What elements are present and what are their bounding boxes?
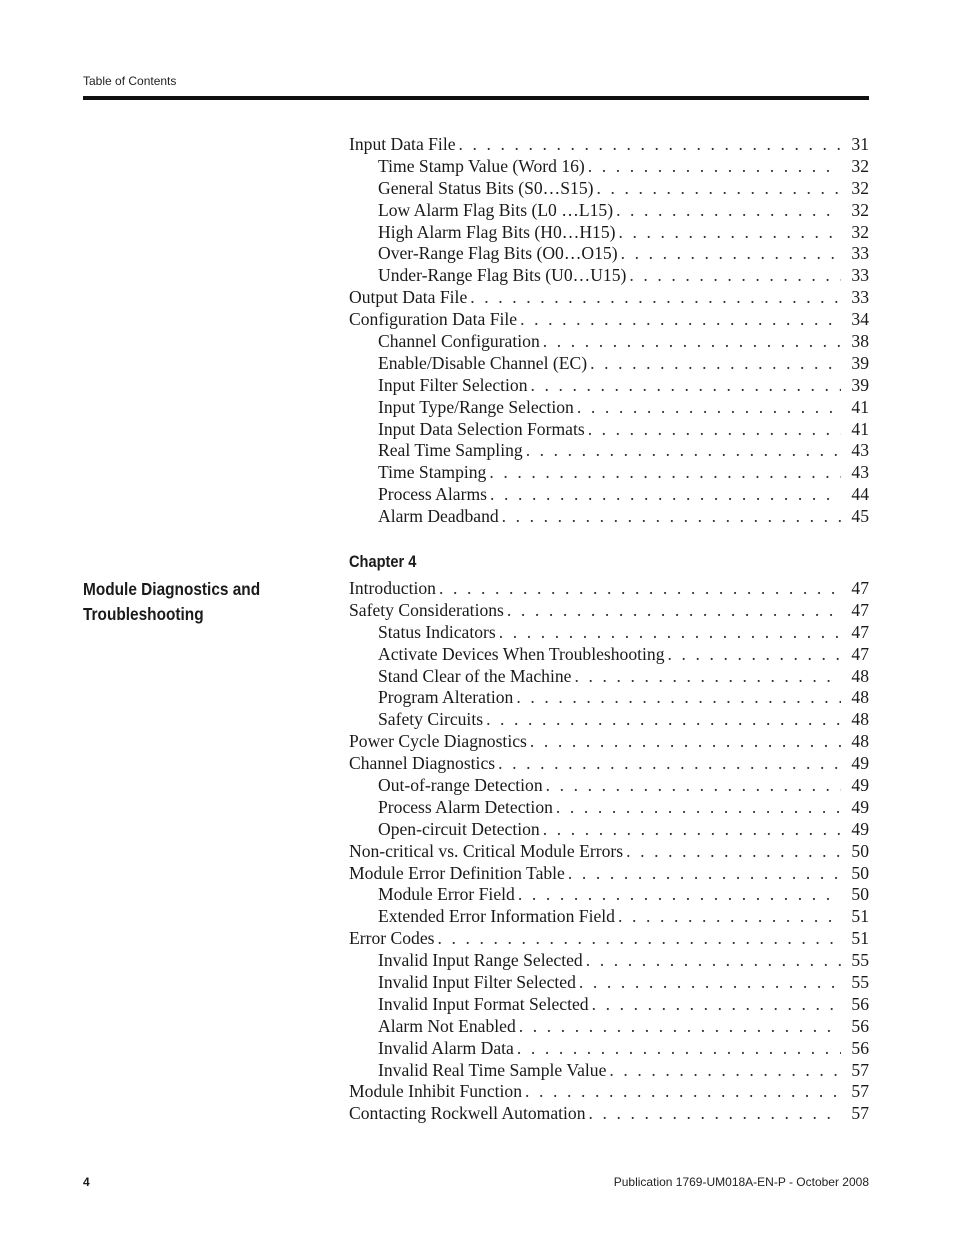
toc-entry-label: Activate Devices When Troubleshooting <box>378 643 665 664</box>
dot-leader <box>507 600 841 622</box>
dot-leader <box>531 375 841 397</box>
toc-entry-label: Process Alarms <box>378 484 487 505</box>
toc-section-b <box>349 578 869 1125</box>
toc-entry[interactable] <box>349 440 869 462</box>
toc-entry-label: Invalid Real Time Sample Value <box>378 1059 607 1080</box>
toc-entry[interactable] <box>349 506 869 528</box>
dot-leader <box>546 775 841 797</box>
toc-entry[interactable] <box>349 462 869 484</box>
toc-entry-page: 56 <box>851 1015 869 1036</box>
toc-entry-label: Extended Error Information Field <box>378 906 615 927</box>
toc-entry-page: 47 <box>851 643 869 664</box>
toc-entry-page: 51 <box>851 906 869 927</box>
dot-leader <box>618 906 841 928</box>
toc-entry-label: Introduction <box>349 578 436 598</box>
dot-leader <box>520 309 841 331</box>
toc-entry-page: 50 <box>851 840 869 861</box>
toc-entry-page: 45 <box>851 506 869 527</box>
toc-entry-label: Channel Diagnostics <box>349 753 496 774</box>
header-rule <box>83 96 869 100</box>
toc-entry-label: Under-Range Flag Bits (U0…U15) <box>378 265 627 286</box>
toc-entry-page: 50 <box>851 862 869 883</box>
dot-leader <box>609 1060 841 1082</box>
toc-entry-page: 56 <box>851 993 869 1014</box>
toc-entry-page: 50 <box>851 884 869 905</box>
toc-entry[interactable] <box>349 797 869 819</box>
dot-leader <box>526 440 841 462</box>
toc-entry[interactable] <box>349 666 869 688</box>
toc-entry-page: 43 <box>851 462 869 483</box>
toc-entry-label: Input Data Selection Formats <box>378 418 585 439</box>
toc-entry-label: Input Type/Range Selection <box>378 396 574 417</box>
toc-entry[interactable] <box>349 622 869 644</box>
dot-leader <box>438 928 841 950</box>
toc-entry-page: 32 <box>851 177 869 198</box>
toc-entry-page: 56 <box>851 1037 869 1058</box>
toc-entry-page: 57 <box>851 1081 869 1102</box>
toc-entry-label: Process Alarm Detection <box>378 796 553 817</box>
dot-leader <box>516 687 841 709</box>
toc-entry-label: Invalid Input Format Selected <box>378 993 589 1014</box>
footer-page-number: 4 <box>83 1175 90 1189</box>
dot-leader <box>502 506 841 528</box>
toc-entry[interactable] <box>349 753 869 775</box>
toc-entry[interactable] <box>349 134 869 156</box>
toc-entry-label: Over-Range Flag Bits (O0…O15) <box>378 243 618 264</box>
dot-leader <box>556 797 841 819</box>
dot-leader <box>626 841 841 863</box>
toc-entry-page: 39 <box>851 352 869 373</box>
toc-entry-page: 48 <box>851 687 869 708</box>
toc-entry-page: 49 <box>851 796 869 817</box>
toc-entry-label: Error Codes <box>349 928 435 949</box>
toc-entry-page: 48 <box>851 731 869 752</box>
toc-entry[interactable] <box>349 687 869 709</box>
toc-entry[interactable] <box>349 1060 869 1082</box>
toc-entry-label: Open-circuit Detection <box>378 818 540 839</box>
dot-leader <box>486 709 841 731</box>
toc-entry[interactable] <box>349 600 869 622</box>
toc-entry-label: Module Error Definition Table <box>349 862 565 883</box>
dot-leader <box>588 419 841 441</box>
toc-entry-label: Low Alarm Flag Bits (L0 …L15) <box>378 199 614 220</box>
toc-entry-page: 57 <box>851 1059 869 1080</box>
dot-leader <box>619 222 841 244</box>
toc-entry-label: Non-critical vs. Critical Module Errors <box>349 840 624 861</box>
dot-leader <box>530 731 841 753</box>
dot-leader <box>517 1038 841 1060</box>
toc-entry[interactable] <box>349 375 869 397</box>
dot-leader <box>586 950 841 972</box>
toc-entry-label: Power Cycle Diagnostics <box>349 731 527 752</box>
toc-entry-page: 49 <box>851 753 869 774</box>
toc-entry-page: 41 <box>851 396 869 417</box>
toc-entry[interactable] <box>349 578 869 600</box>
toc-entry-page: 38 <box>851 331 869 352</box>
dot-leader <box>577 397 841 419</box>
toc-section-a <box>349 134 869 528</box>
toc-entry-page: 47 <box>851 621 869 642</box>
toc-entry[interactable] <box>349 841 869 863</box>
toc-entry-page: 47 <box>851 578 869 598</box>
dot-leader <box>597 178 841 200</box>
toc-entry-page: 32 <box>851 199 869 220</box>
chapter-title <box>83 577 294 627</box>
toc-entry-page: 47 <box>851 599 869 620</box>
toc-entry[interactable] <box>349 178 869 200</box>
toc-entry-page: 55 <box>851 972 869 993</box>
toc-entry-label: Alarm Deadband <box>378 506 499 527</box>
toc-entry[interactable] <box>349 819 869 841</box>
toc-entry[interactable] <box>349 243 869 265</box>
dot-leader <box>568 863 841 885</box>
toc-entry-page: 33 <box>851 287 869 308</box>
toc-entry-label: Configuration Data File <box>349 309 518 330</box>
chapter-label: Chapter 4 <box>349 552 417 571</box>
dot-leader <box>519 1016 841 1038</box>
dot-leader <box>499 622 841 644</box>
toc-entry-page: 48 <box>851 665 869 686</box>
toc-entry-label: Enable/Disable Channel (EC) <box>378 352 588 373</box>
toc-entry-page: 49 <box>851 818 869 839</box>
toc-entry[interactable] <box>349 353 869 375</box>
toc-entry-page: 32 <box>851 221 869 242</box>
toc-entry[interactable] <box>349 1016 869 1038</box>
toc-entry[interactable] <box>349 265 869 287</box>
toc-entry-label: Program Alteration <box>378 687 514 708</box>
toc-entry-page: 57 <box>851 1103 869 1124</box>
toc-entry[interactable] <box>349 1103 869 1125</box>
toc-entry[interactable] <box>349 309 869 331</box>
toc-entry-label: Time Stamp Value (Word 16) <box>378 155 585 176</box>
running-head: Table of Contents <box>83 74 177 88</box>
dot-leader <box>518 884 841 906</box>
toc-entry-label: Module Inhibit Function <box>349 1081 522 1102</box>
toc-entry-label: Safety Circuits <box>378 709 484 730</box>
toc-entry[interactable] <box>349 397 869 419</box>
dot-leader <box>489 462 841 484</box>
toc-entry[interactable] <box>349 156 869 178</box>
toc-entry[interactable] <box>349 972 869 994</box>
dot-leader <box>588 156 841 178</box>
dot-leader <box>579 972 841 994</box>
toc-entry-label: Time Stamping <box>378 462 487 483</box>
dot-leader <box>629 265 841 287</box>
toc-entry[interactable] <box>349 1081 869 1103</box>
toc-entry-page: 31 <box>851 134 869 154</box>
toc-entry-label: Status Indicators <box>378 621 496 642</box>
toc-entry-label: General Status Bits (S0…S15) <box>378 177 594 198</box>
toc-entry-page: 43 <box>851 440 869 461</box>
footer-publication: Publication 1769-UM018A-EN-P - October 2008 <box>613 1175 869 1189</box>
toc-entry-label: Invalid Input Filter Selected <box>378 972 576 993</box>
toc-entry-label: High Alarm Flag Bits (H0…H15) <box>378 221 616 242</box>
toc-entry[interactable] <box>349 928 869 950</box>
toc-entry-label: Alarm Not Enabled <box>378 1015 516 1036</box>
dot-leader <box>525 1081 841 1103</box>
toc-entry-label: Safety Considerations <box>349 599 504 620</box>
dot-leader <box>590 353 841 375</box>
toc-entry-page: 34 <box>851 309 869 330</box>
toc-entry-page: 44 <box>851 484 869 505</box>
dot-leader <box>543 331 841 353</box>
dot-leader <box>589 1103 841 1125</box>
toc-entry[interactable] <box>349 731 869 753</box>
toc-entry-page: 33 <box>851 265 869 286</box>
toc-entry-page: 41 <box>851 418 869 439</box>
toc-entry-label: Contacting Rockwell Automation <box>349 1103 586 1124</box>
toc-entry[interactable] <box>349 1038 869 1060</box>
dot-leader <box>592 994 841 1016</box>
toc-entry[interactable] <box>349 419 869 441</box>
toc-entry[interactable] <box>349 287 869 309</box>
toc-entry-label: Output Data File <box>349 287 468 308</box>
toc-entry-page: 33 <box>851 243 869 264</box>
toc-entry-label: Input Filter Selection <box>378 374 528 395</box>
toc-entry-page: 48 <box>851 709 869 730</box>
dot-leader <box>439 578 841 600</box>
toc-entry-label: Channel Configuration <box>378 331 540 352</box>
toc-entry-page: 55 <box>851 950 869 971</box>
toc-entry-label: Out-of-range Detection <box>378 775 543 796</box>
toc-entry-label: Invalid Alarm Data <box>378 1037 514 1058</box>
toc-entry[interactable] <box>349 884 869 906</box>
toc-entry[interactable] <box>349 200 869 222</box>
chapter-title-line2: Troubleshooting <box>83 604 204 624</box>
toc-entry-page: 51 <box>851 928 869 949</box>
toc-entry-page: 32 <box>851 155 869 176</box>
dot-leader <box>616 200 841 222</box>
dot-leader <box>498 753 841 775</box>
toc-entry-page: 49 <box>851 775 869 796</box>
chapter-title-line1: Module Diagnostics and <box>83 579 261 599</box>
toc-entry[interactable] <box>349 331 869 353</box>
dot-leader <box>459 134 841 156</box>
dot-leader <box>621 243 841 265</box>
toc-entry[interactable] <box>349 775 869 797</box>
toc-entry-label: Module Error Field <box>378 884 515 905</box>
toc-entry[interactable] <box>349 709 869 731</box>
toc-entry-page: 39 <box>851 374 869 395</box>
toc-entry[interactable] <box>349 644 869 666</box>
dot-leader <box>470 287 841 309</box>
dot-leader <box>668 644 841 666</box>
toc-entry-label: Stand Clear of the Machine <box>378 665 572 686</box>
dot-leader <box>574 666 841 688</box>
toc-entry-label: Real Time Sampling <box>378 440 523 461</box>
toc-entry[interactable] <box>349 906 869 928</box>
toc-entry-label: Invalid Input Range Selected <box>378 950 583 971</box>
toc-entry[interactable] <box>349 950 869 972</box>
toc-entry[interactable] <box>349 484 869 506</box>
toc-entry-label: Input Data File <box>349 134 456 154</box>
toc-entry[interactable] <box>349 222 869 244</box>
dot-leader <box>490 484 841 506</box>
dot-leader <box>543 819 841 841</box>
toc-entry[interactable] <box>349 863 869 885</box>
toc-entry[interactable] <box>349 994 869 1016</box>
